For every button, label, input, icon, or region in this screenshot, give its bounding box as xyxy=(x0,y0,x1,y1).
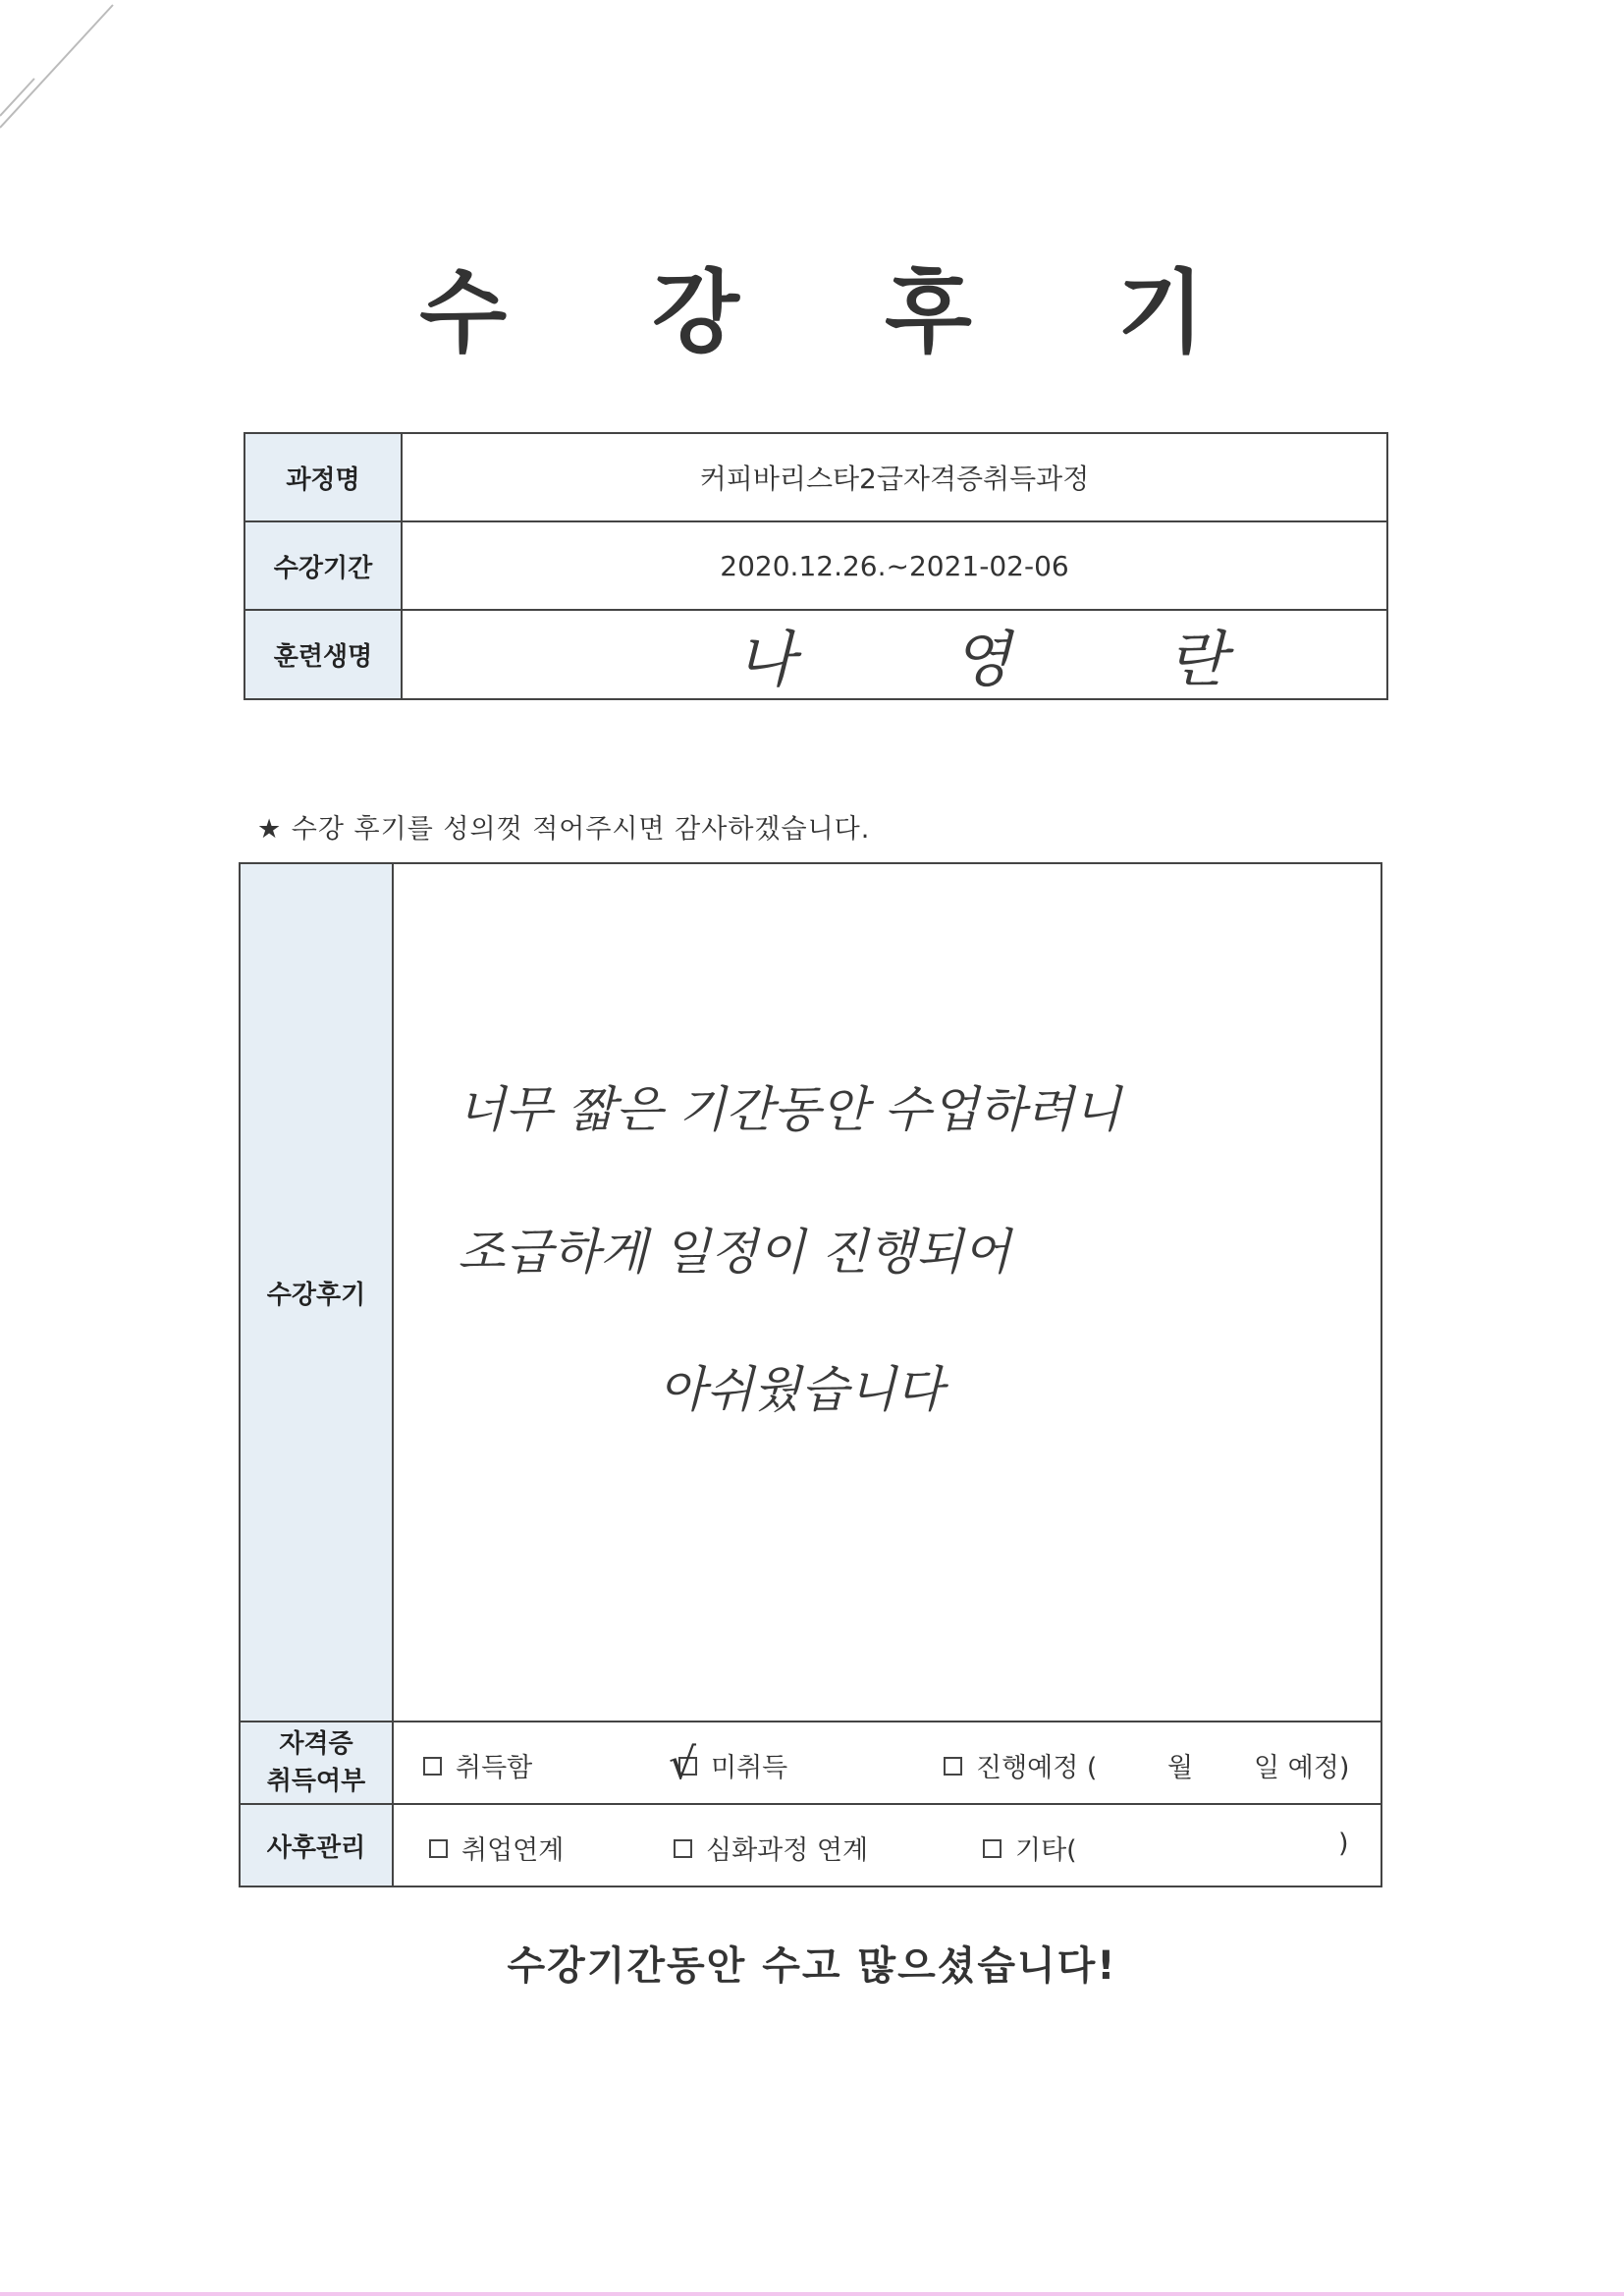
check-mark-icon: √ xyxy=(669,1739,697,1789)
option-month-label: 월 xyxy=(1167,1753,1194,1783)
certification-options xyxy=(393,1722,1381,1804)
option-employment[interactable] xyxy=(429,1829,564,1867)
option-not-acquired[interactable] xyxy=(669,1739,788,1789)
trainee-name-handwriting: 나 영 란 xyxy=(736,624,1296,695)
course-value: 커피바리스타2급자격증취득과정 xyxy=(402,433,1387,521)
option-advanced-course[interactable] xyxy=(674,1829,868,1867)
option-day-label: 일 예정) xyxy=(1254,1753,1350,1783)
scan-corner-mark xyxy=(0,0,118,137)
aftercare-options xyxy=(393,1804,1381,1886)
period-label: 수강기간 xyxy=(244,521,402,610)
instruction-note: ★ 수강 후기를 성의껏 적어주시면 감사하겠습니다. xyxy=(257,814,871,845)
option-other[interactable] xyxy=(983,1829,1077,1867)
option-other-close: ) xyxy=(1338,1829,1349,1859)
review-row xyxy=(240,863,1381,1722)
course-label: 과정명 xyxy=(244,433,402,521)
checkbox-advanced-course[interactable] xyxy=(674,1839,692,1858)
option-other-label: 기타( xyxy=(1015,1835,1077,1866)
review-label: 수강후기 xyxy=(240,863,393,1722)
option-acquired-label: 취득함 xyxy=(456,1753,533,1783)
footer-message: 수강기간동안 수고 많으셨습니다! xyxy=(507,1943,1117,1989)
course-info-table xyxy=(244,432,1388,700)
checkbox-other[interactable] xyxy=(983,1839,1001,1858)
certification-label xyxy=(240,1722,393,1804)
trainee-name-field[interactable] xyxy=(402,610,1387,699)
aftercare-label: 사후관리 xyxy=(240,1804,393,1886)
checkbox-not-acquired[interactable] xyxy=(669,1739,697,1789)
trainee-row xyxy=(244,610,1387,699)
trainee-label: 훈련생명 xyxy=(244,610,402,699)
checkbox-employment[interactable] xyxy=(429,1839,448,1858)
period-value: 2020.12.26.~2021-02-06 xyxy=(402,521,1387,610)
review-line-3: 아쉬웠습니다 xyxy=(659,1361,944,1418)
review-line-1: 너무 짧은 기간동안 수업하려니 xyxy=(458,1081,1121,1138)
page-title: 수 강 후 기 xyxy=(419,260,1262,365)
page-bottom-edge xyxy=(0,2292,1624,2296)
option-in-progress-label: 진행예정 ( xyxy=(976,1753,1098,1783)
certification-label-line2: 취득여부 xyxy=(266,1767,366,1796)
option-in-progress[interactable] xyxy=(944,1746,1097,1784)
certification-label-line1: 자격증 xyxy=(279,1729,353,1759)
period-row xyxy=(244,521,1387,610)
option-advanced-course-label: 심화과정 연계 xyxy=(706,1835,869,1866)
aftercare-row xyxy=(240,1804,1381,1886)
option-employment-label: 취업연계 xyxy=(461,1835,565,1866)
checkbox-in-progress[interactable] xyxy=(944,1757,962,1776)
option-not-acquired-label: 미취득 xyxy=(711,1753,788,1783)
checkbox-acquired[interactable] xyxy=(423,1757,442,1776)
course-row xyxy=(244,433,1387,521)
option-acquired[interactable] xyxy=(423,1746,532,1784)
review-line-2: 조급하게 일정이 진행되어 xyxy=(458,1224,1011,1281)
certification-row xyxy=(240,1722,1381,1804)
review-text-area[interactable] xyxy=(393,863,1381,1722)
review-table xyxy=(239,862,1382,1887)
